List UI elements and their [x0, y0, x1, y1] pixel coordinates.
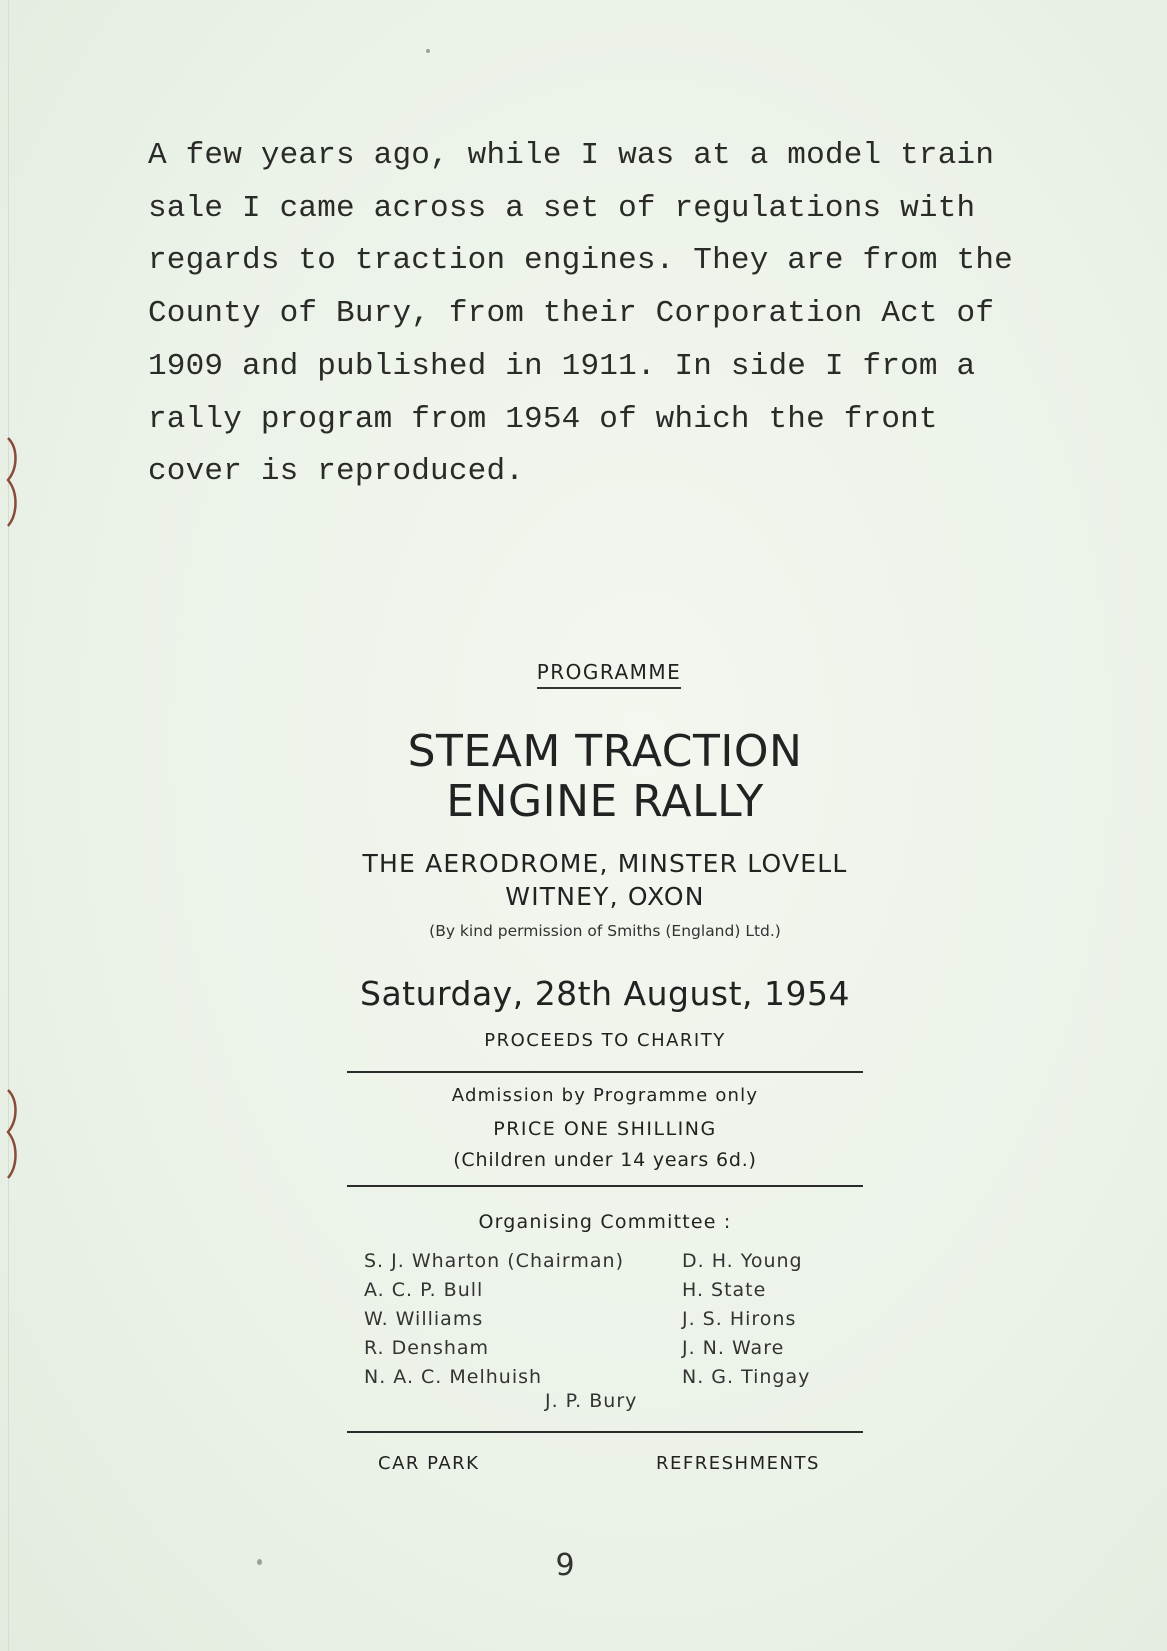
committee-member: J. P. Bury: [545, 1390, 638, 1412]
committee-member: R. Densham: [364, 1337, 490, 1359]
proceeds-note: PROCEEDS TO CHARITY: [484, 1030, 726, 1051]
committee-member: A. C. P. Bull: [364, 1279, 484, 1301]
car-park-label: CAR PARK: [378, 1453, 480, 1474]
venue-line: THE AERODROME, MINSTER LOVELL: [362, 849, 848, 878]
committee-member: S. J. Wharton (Chairman): [364, 1250, 624, 1272]
permission-note: (By kind permission of Smiths (England) Ltd.): [429, 922, 781, 940]
intro-line: A few years ago, while I was at a model train: [148, 138, 995, 173]
committee-member: J. S. Hirons: [682, 1308, 797, 1330]
event-date: Saturday, 28th August, 1954: [360, 974, 850, 1013]
admission-note: Admission by Programme only: [451, 1085, 759, 1106]
committee-list: [330, 1247, 880, 1427]
staple-icon: [2, 436, 18, 528]
event-title-line: STEAM TRACTION: [407, 726, 803, 777]
committee-member: D. H. Young: [682, 1250, 803, 1272]
intro-line: 1909 and published in 1911. In side I from a: [148, 348, 976, 384]
committee-column-right: [682, 1247, 810, 1392]
committee-member: W. Williams: [364, 1308, 484, 1330]
children-price: (Children under 14 years 6d.): [453, 1149, 757, 1171]
intro-line: regards to traction engines. They are from the: [148, 243, 1013, 279]
intro-line: cover is reproduced.: [148, 454, 525, 490]
committee-column-left: [364, 1247, 624, 1392]
venue-line: WITNEY, OXON: [505, 882, 705, 911]
intro-line: sale I came across a set of regulations with: [148, 190, 976, 226]
programme-label: PROGRAMME: [537, 660, 682, 689]
page-number: 9: [555, 1548, 575, 1583]
refreshments-label: REFRESHMENTS: [656, 1453, 820, 1474]
event-title-line: ENGINE RALLY: [446, 776, 764, 827]
event-title: [330, 727, 880, 827]
committee-title: Organising Committee :: [478, 1211, 732, 1233]
divider: [347, 1071, 863, 1073]
venue: [330, 847, 880, 913]
committee-member: N. G. Tingay: [682, 1366, 811, 1388]
intro-line: rally program from 1954 of which the front: [148, 401, 938, 437]
price: PRICE ONE SHILLING: [493, 1118, 717, 1140]
intro-paragraph: [148, 130, 1068, 499]
committee-member: J. N. Ware: [682, 1337, 785, 1359]
committee-member: N. A. C. Melhuish: [364, 1366, 543, 1388]
facilities-row: [330, 1453, 880, 1493]
binding-edge: [8, 0, 9, 1651]
staple-icon: [2, 1088, 18, 1180]
committee-member: H. State: [682, 1279, 767, 1301]
intro-line: County of Bury, from their Corporation Act of: [148, 296, 995, 332]
paper-speck: [426, 49, 430, 53]
programme-cover: [330, 660, 880, 1493]
divider: [347, 1431, 863, 1433]
divider: [347, 1185, 863, 1187]
